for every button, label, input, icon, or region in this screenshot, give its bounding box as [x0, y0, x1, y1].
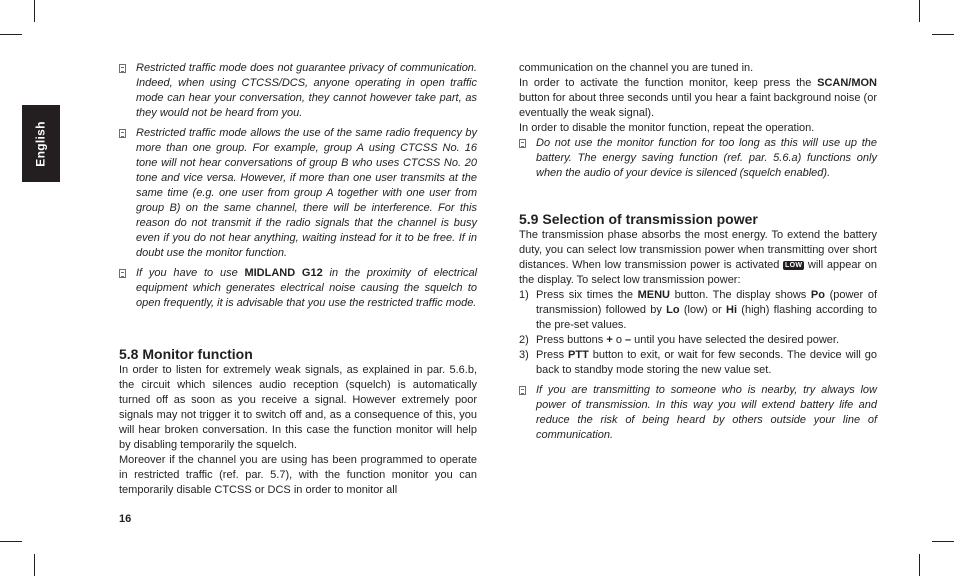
crop-mark — [932, 34, 954, 35]
step-text: o — [612, 334, 625, 346]
step-key: – — [625, 334, 632, 346]
paragraph — [519, 228, 877, 288]
note-text: Do not use the monitor function for too long as this will use up the battery. The energy saving function (ref. par. 5.6.a) functions only when the audio of your device is silenced (squelch enabled). — [536, 137, 877, 179]
note-icon — [119, 129, 126, 138]
crop-mark — [34, 554, 35, 576]
note-icon — [119, 269, 126, 278]
right-column — [519, 61, 877, 448]
crop-mark — [34, 0, 35, 22]
step-text: button. The display shows — [670, 289, 811, 301]
note-icon — [519, 386, 526, 395]
paragraph: Moreover if the channel you are using has been programmed to operate in restricted traffic (ref. par. 5.7), with the function monitor you can temporarily disable CTCSS or DCS in order to monitor all — [119, 454, 477, 496]
step-key: + — [606, 334, 613, 346]
paragraph: In order to disable the monitor function, repeat the operation. — [519, 122, 815, 134]
note-text: in the proximity of electrical equipment which generates electrical noise causing the squelch to open frequently, it is advisable that you use the restricted traffic mode. — [136, 267, 478, 309]
language-tab — [22, 105, 60, 182]
button-name: SCAN/MON — [817, 77, 877, 89]
page-number: 16 — [119, 513, 132, 525]
note — [119, 61, 477, 121]
step-text: Press buttons — [536, 334, 607, 346]
crop-mark — [919, 0, 920, 22]
step-text: (power of transmission) followed by — [536, 289, 877, 316]
paragraph-text: will appear on the display. To select low transmission power: — [519, 259, 877, 286]
low-power-icon: LOW — [785, 262, 803, 269]
note-icon — [119, 64, 126, 73]
step-number: 1) — [519, 289, 529, 301]
note-text: If you have to use — [136, 267, 245, 279]
paragraph: In order to listen for extremely weak signals, as explained in par. 5.6.b, the circuit which silences audio reception (squelch) is automatically turned off as soon as you receive a signal. However extremely poor signals may not trigger it to switch off and, as a consequence of this, you will hear broken conversation. In this case the function monitor will help by disabling temporarily the squelch. — [119, 364, 477, 451]
steps-list — [519, 288, 877, 378]
step-text: Press — [536, 349, 569, 361]
step-number: 3) — [519, 349, 529, 361]
section-title: 5.9 Selection of transmission power — [519, 211, 758, 227]
left-column — [119, 61, 477, 498]
step-item — [519, 288, 877, 333]
step-text: Press six times the — [536, 289, 638, 301]
step-text: until you have selected the desired power. — [631, 334, 840, 346]
crop-mark — [0, 34, 22, 35]
note — [519, 383, 877, 443]
step-text: button to exit, or wait for few seconds. The device will go back to standby mode storing the new value set. — [536, 349, 877, 376]
language-tab-label: English — [34, 120, 48, 167]
paragraph-text: The transmission phase absorbs the most energy. To extend the battery duty, you can select low transmission power when transmitting over short distances. When low transmission power is activated — [519, 229, 877, 271]
step-key: Lo — [666, 304, 680, 316]
step-item — [519, 348, 877, 378]
step-key: Po — [810, 289, 825, 301]
note-text: If you are transmitting to someone who is nearby, try always low power of transmission. In this way you will extend battery life and reduce the risk of being heard by others outside your line of communication. — [536, 384, 877, 441]
step-key: MENU — [637, 289, 670, 301]
step-key: Hi — [726, 304, 738, 316]
paragraph-text: button for about three seconds until you hear a faint background noise (or eventually the weak signal). — [519, 92, 877, 119]
step-text: (high) flashing according to the pre-set values. — [536, 304, 877, 331]
product-name: MIDLAND G12 — [244, 267, 323, 279]
note — [519, 136, 877, 181]
crop-mark — [0, 541, 22, 542]
step-key: PTT — [568, 349, 589, 361]
paragraph-text: In order to activate the function monitor, keep press the — [519, 77, 818, 89]
note — [119, 266, 477, 311]
crop-mark — [919, 554, 920, 576]
paragraph: communication on the channel you are tuned in. — [519, 62, 754, 74]
step-number: 2) — [519, 334, 529, 346]
note-icon — [519, 139, 526, 148]
step-text: (low) or — [679, 304, 727, 316]
section-title: 5.8 Monitor function — [119, 346, 253, 362]
step-item — [519, 333, 877, 348]
note-text: Restricted traffic mode allows the use of the same radio frequency by more than one group. For example, group A using CTCSS No. 16 tone will not hear conversations of group B who uses CTCSS No. 20 tone and vice versa. However, if more than one user transmits at the same time (e.g. one user from group A together with one user from group B) on the same channel, there will be interference. For this reason do not transmit if the radio signals that the channel is busy even if you do not hear anything, waiting instead for it to be free. If in doubt use the monitor function. — [136, 127, 477, 259]
note-text: Restricted traffic mode does not guarantee privacy of communication. Indeed, when using CTCSS/DCS, anyone operating in open traffic mode can hear your conversation, they cannot however take part, as they would not be heard from you. — [136, 62, 477, 119]
paragraph — [519, 76, 877, 121]
crop-mark — [932, 541, 954, 542]
note — [119, 126, 477, 261]
